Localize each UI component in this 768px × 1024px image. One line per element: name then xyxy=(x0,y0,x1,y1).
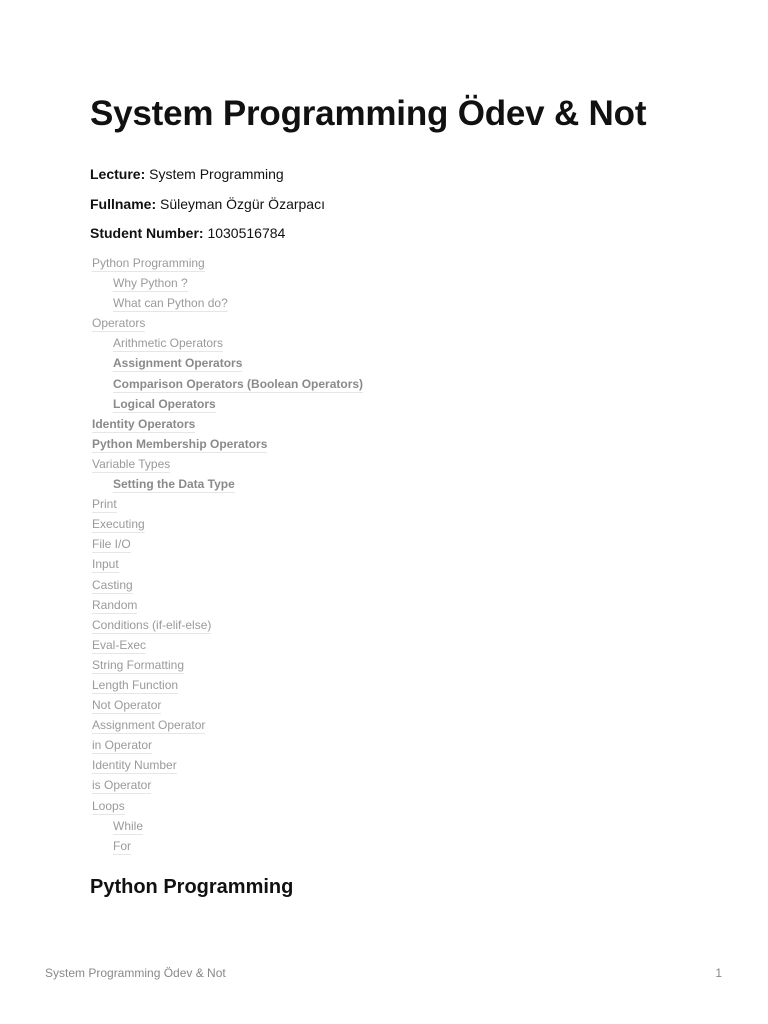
fullname-line xyxy=(90,196,325,212)
toc-link[interactable]: While xyxy=(113,818,144,833)
toc-item xyxy=(92,454,363,474)
toc-link[interactable]: Identity Operators xyxy=(92,416,196,431)
toc-link[interactable]: Casting xyxy=(92,577,133,592)
toc-link[interactable]: Assignment Operators xyxy=(113,356,243,371)
toc-item xyxy=(92,575,363,595)
toc-link[interactable]: Variable Types xyxy=(92,456,171,471)
toc-item xyxy=(92,695,363,715)
toc-item xyxy=(92,816,363,836)
toc-item xyxy=(92,494,363,514)
toc-link[interactable]: Python Membership Operators xyxy=(92,436,268,451)
toc-item xyxy=(92,374,363,394)
toc-link[interactable]: Operators xyxy=(92,316,146,331)
toc-link[interactable]: Print xyxy=(92,497,117,512)
toc-item xyxy=(92,735,363,755)
toc-item xyxy=(92,796,363,816)
student-number-value: 1030516784 xyxy=(207,225,286,241)
toc-item xyxy=(92,394,363,414)
toc-item xyxy=(92,635,363,655)
document-title: System Programming Ödev & Not xyxy=(90,94,647,133)
section-heading: Python Programming xyxy=(90,876,294,898)
toc-item xyxy=(92,836,363,856)
lecture-value: System Programming xyxy=(149,166,284,182)
toc-link[interactable]: Identity Number xyxy=(92,758,177,773)
toc-item xyxy=(92,775,363,795)
fullname-value: Süleyman Özgür Özarpacı xyxy=(160,196,325,212)
toc-link[interactable]: Conditions (if-elif-else) xyxy=(92,617,212,632)
toc-link[interactable]: Loops xyxy=(92,798,125,813)
toc-item xyxy=(92,273,363,293)
toc-item xyxy=(92,514,363,534)
toc-link[interactable]: Setting the Data Type xyxy=(113,477,235,492)
student-number-line xyxy=(90,225,285,241)
toc-item xyxy=(92,595,363,615)
toc-item xyxy=(92,313,363,333)
toc-item xyxy=(92,474,363,494)
toc-link[interactable]: Python Programming xyxy=(92,256,205,270)
toc-link[interactable]: is Operator xyxy=(92,778,152,793)
lecture-line xyxy=(90,166,284,182)
toc-link[interactable]: Eval-Exec xyxy=(92,637,147,652)
toc-item xyxy=(92,333,363,353)
toc-link[interactable]: What can Python do? xyxy=(113,296,228,311)
student-number-label: Student Number: xyxy=(90,225,204,241)
footer-title: System Programming Ödev & Not xyxy=(45,966,226,980)
toc-link[interactable]: Not Operator xyxy=(92,698,162,713)
page-number: 1 xyxy=(715,966,722,980)
toc-item xyxy=(92,434,363,454)
toc-link[interactable]: in Operator xyxy=(92,738,153,753)
toc-link[interactable]: Logical Operators xyxy=(113,396,216,411)
toc-link[interactable]: Random xyxy=(92,597,138,612)
toc-item xyxy=(92,253,363,273)
fullname-label: Fullname: xyxy=(90,196,157,212)
toc-link[interactable]: Assignment Operator xyxy=(92,718,206,733)
toc-link[interactable]: Why Python ? xyxy=(113,276,188,291)
toc-link[interactable]: Arithmetic Operators xyxy=(113,336,224,351)
toc-item xyxy=(92,655,363,675)
toc-item xyxy=(92,293,363,313)
table-of-contents xyxy=(92,253,363,856)
toc-link[interactable]: Length Function xyxy=(92,677,179,692)
toc-link[interactable]: Executing xyxy=(92,517,145,532)
toc-item xyxy=(92,534,363,554)
lecture-label: Lecture: xyxy=(90,166,146,182)
toc-link[interactable]: Input xyxy=(92,557,119,572)
toc-item xyxy=(92,414,363,434)
toc-item xyxy=(92,715,363,735)
toc-link[interactable]: Comparison Operators (Boolean Operators) xyxy=(113,376,364,391)
toc-link[interactable]: File I/O xyxy=(92,537,131,552)
toc-item xyxy=(92,675,363,695)
toc-item xyxy=(92,755,363,775)
toc-link[interactable]: For xyxy=(113,838,131,853)
toc-item xyxy=(92,353,363,373)
toc-item xyxy=(92,554,363,574)
toc-link[interactable]: String Formatting xyxy=(92,657,185,672)
toc-item xyxy=(92,615,363,635)
